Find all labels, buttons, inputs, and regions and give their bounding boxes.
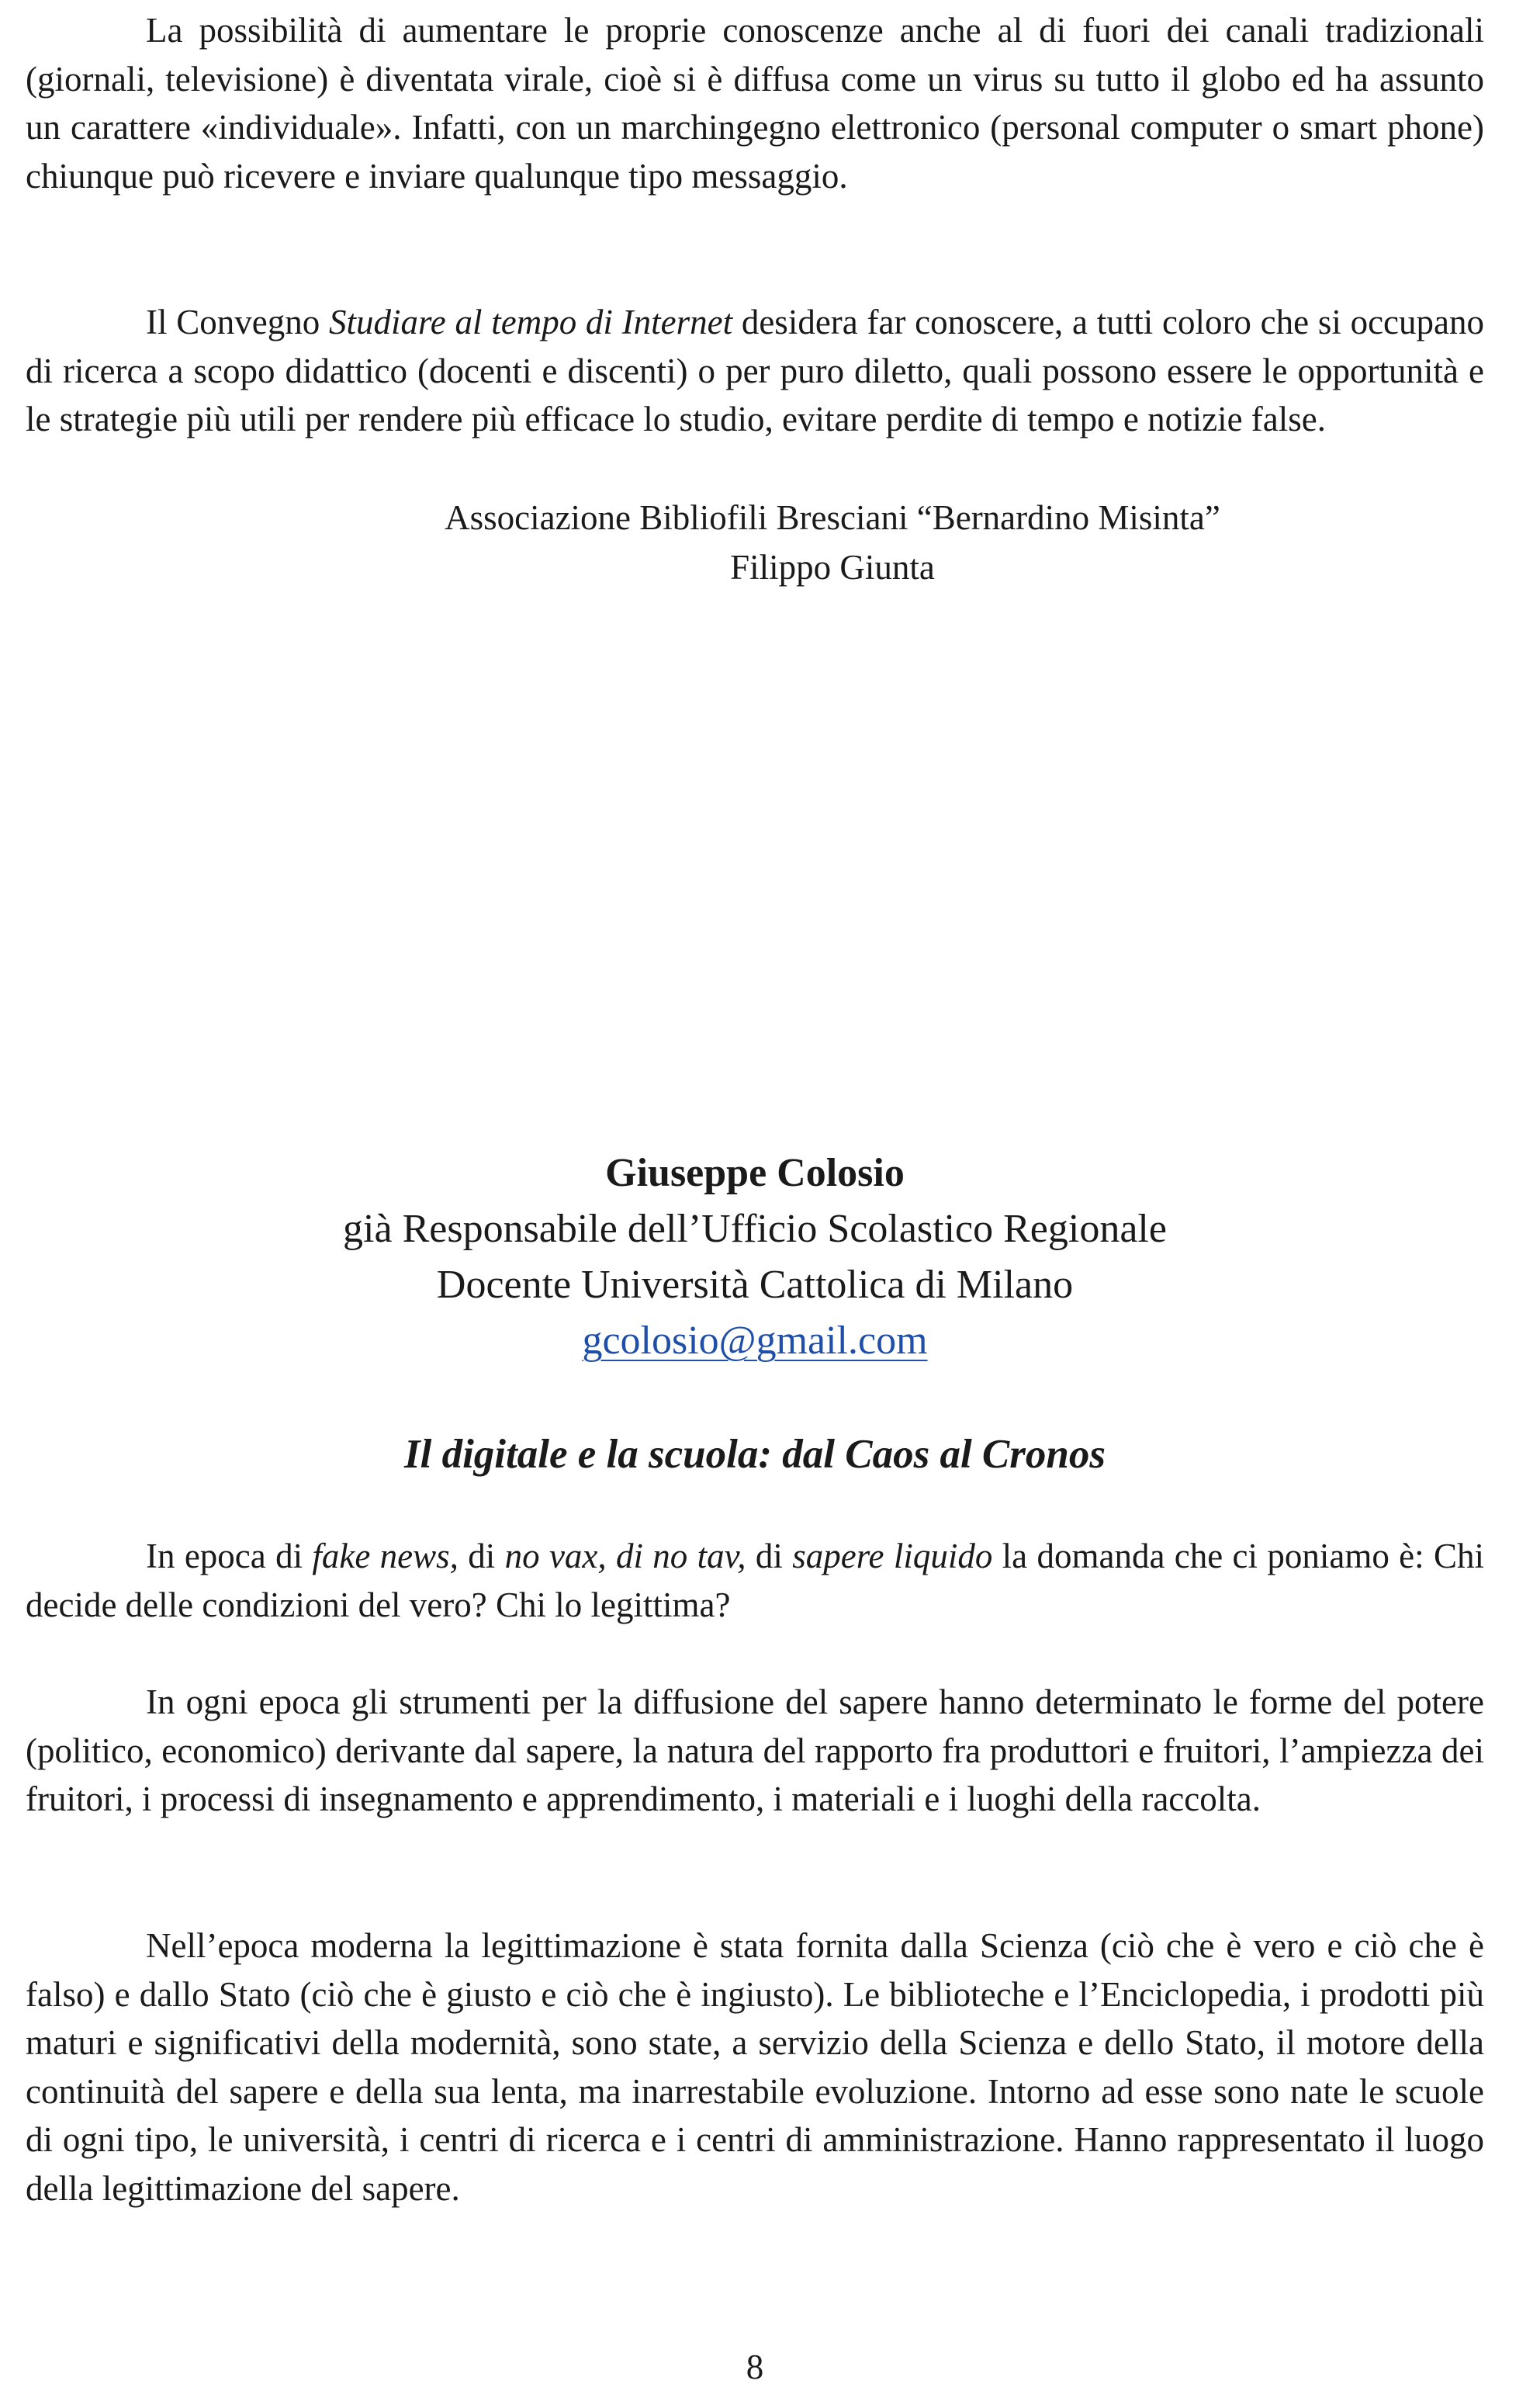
- author-role: già Responsabile dell’Ufficio Scolastico Regionale: [343, 1207, 1167, 1251]
- article-title: Il digitale e la scuola: dal Caos al Cronos: [403, 1432, 1106, 1477]
- term-sapere-liquido: sapere liquido: [792, 1537, 993, 1575]
- intro-paragraph-2-text: Il Convegno: [146, 303, 329, 341]
- author-affiliation: Docente Università Cattolica di Milano: [436, 1263, 1074, 1307]
- author-name: Giuseppe Colosio: [605, 1151, 905, 1195]
- author-email-link[interactable]: gcolosio@gmail.com: [582, 1319, 928, 1363]
- article-paragraph-1: [26, 1532, 1484, 1629]
- article-paragraph-3-text: Nell’epoca moderna la legittimazione è stata fornita dalla Scienza (ciò che è vero e ciò che è falso) e dallo Stato (ciò che è giusto e ciò che è ingiusto). Le biblioteche e l’Enciclopedia, i prodotti più maturi e significativi della modernità, sono state, a servizio della Scienza e dello Stato, il motore della continuità del sapere e della sua lenta, ma inarrestabile evoluzione. Intorno ad esse sono nate le scuole di ogni tipo, le università, i centri di ricerca e i centri di amministrazione. Hanno rappresentato il luogo della legittimazione del sapere.: [26, 1926, 1484, 2208]
- article-paragraph-1-text-e: di: [746, 1537, 793, 1575]
- intro-paragraph-1: [26, 6, 1484, 200]
- term-fake-news: fake news,: [312, 1537, 459, 1575]
- author-block: [26, 1145, 1484, 1369]
- article-paragraph-2: [26, 1678, 1484, 1824]
- intro-paragraph-2: [26, 298, 1484, 444]
- document-page: [26, 0, 1484, 2405]
- intro-paragraph-1-text: La possibilità di aumentare le proprie conoscenze anche al di fuori dei canali tradizionali (giornali, televisione) è diventata virale, cioè si è diffusa come un virus su tutto il globo ed ha assunto un carattere «individuale». Infatti, con un marchingegno elettronico (personal computer o smart phone) chiunque può ricevere e inviare qualunque tipo messaggio.: [26, 11, 1484, 196]
- intro-paragraph-2-text-end: desidera far conoscere, a tutti coloro che si occupano di ricerca a scopo didattico (docenti e discenti) o per puro diletto, quali possono essere le opportunità e le strategie più utili per rendere più efficace lo studio, evitare perdite di tempo e notizie false.: [26, 303, 1484, 438]
- article-paragraph-1-text-g: la domanda che ci poniamo è: Chi decide delle condizioni del vero? Chi lo legittima?: [26, 1537, 1484, 1624]
- article-paragraph-1-text-c: di: [458, 1537, 505, 1575]
- article-paragraph-2-text: In ogni epoca gli strumenti per la diffusione del sapere hanno determinato le forme del potere (politico, economico) derivante dal sapere, la natura del rapporto fra produttori e fruitori, l’ampiezza dei fruitori, i processi di insegnamento e apprendimento, i materiali e i luoghi della raccolta.: [26, 1682, 1484, 1818]
- signature-organization: Associazione Bibliofili Bresciani “Bernardino Misinta”: [445, 498, 1220, 537]
- page-number: 8: [746, 2348, 764, 2386]
- article-paragraph-1-text-a: In epoca di: [146, 1537, 313, 1575]
- conference-title: Studiare al tempo di Internet: [328, 303, 733, 341]
- term-no-vax-no-tav: no vax, di no tav,: [504, 1537, 746, 1575]
- signature-name: Filippo Giunta: [730, 548, 935, 587]
- article-paragraph-3: [26, 1922, 1484, 2213]
